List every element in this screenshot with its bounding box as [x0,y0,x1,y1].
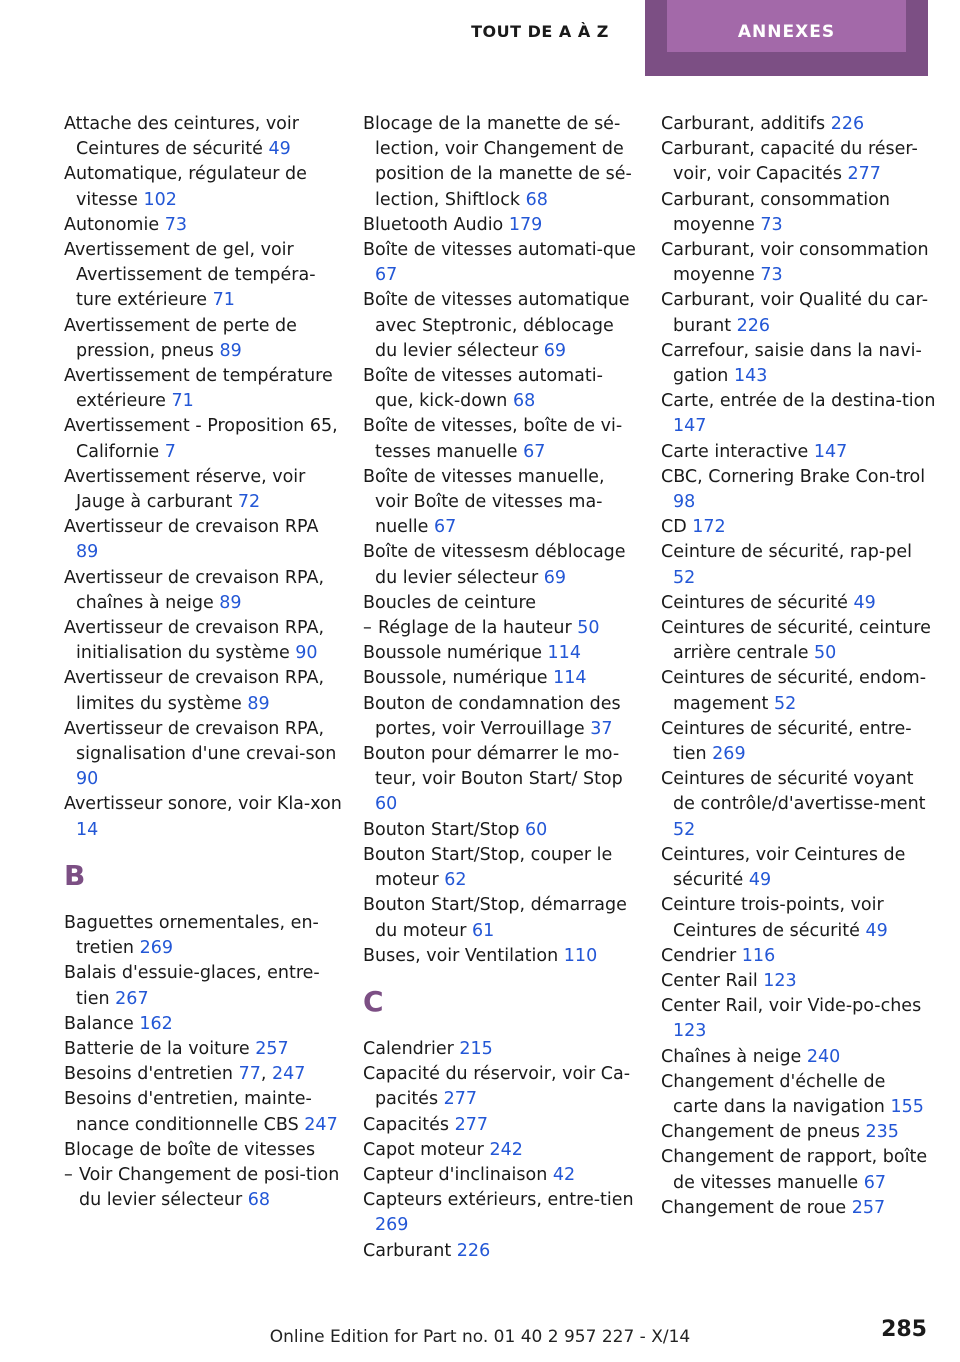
page-link[interactable]: 102 [143,189,177,210]
page-link[interactable]: 42 [552,1164,576,1185]
page-link[interactable]: 226 [456,1240,491,1261]
index-entry: Avertisseur sonore, voir Kla-xon 14 [64,794,342,840]
index-entry: Buses, voir Ventilation 110 [363,945,598,966]
index-entry: Center Rail 123 [661,970,797,991]
page-link[interactable]: 14 [76,819,99,840]
page-link[interactable]: 52 [673,567,696,588]
index-entry: Baguettes ornementales, en-tretien 269 [64,912,319,959]
index-entry: Capacité du réservoir, voir Ca-pacités 277 [363,1064,631,1110]
header-tab-label: ANNEXES [667,0,906,52]
page-link[interactable]: 60 [525,819,548,840]
page-link[interactable]: 77 [238,1064,261,1085]
index-entry: Attache des ceintures, voir Ceintures de sécurité 49 [64,114,299,160]
index-entry: Ceinture de sécurité, rap-pel 52 [661,542,912,588]
index-entry: Carte interactive 147 [661,441,848,462]
index-entry: Autonomie 73 [64,214,187,235]
index-entry: Bouton Start/Stop, couper le moteur 62 [363,844,613,891]
index-entry: Carburant, consommation moyenne 73 [661,189,890,235]
index-entry: Automatique, régulateur de vitesse 102 [64,164,307,210]
index-entry: Carburant, voir consommation moyenne 73 [661,240,929,286]
index-entry: Avertisseur de crevaison RPA, signalisation d'une crevai-son 90 [64,718,337,790]
page-link[interactable]: 269 [375,1215,409,1236]
page-link[interactable]: 98 [673,492,696,513]
section-letter-c: C [363,984,384,1018]
index-entry: Boîte de vitesses automatique avec Steptronic, déblocage du levier sélecteur 69 [363,290,630,361]
index-entry: Batterie de la voiture 257 [64,1038,289,1059]
page-link[interactable]: 49 [268,139,291,160]
index-entry: Ceintures de sécurité voyant de contrôle/d'avertisse-ment 52 [661,769,926,840]
index-entry: Bouton Start/Stop 60 [363,819,548,840]
page-link[interactable]: 69 [543,567,567,588]
index-entry: Bouton pour démarrer le mo-teur, voir Bouton Start/ Stop 60 [363,744,623,815]
page-link[interactable]: 114 [547,643,581,664]
page-link[interactable]: 226 [830,114,865,134]
page-link[interactable]: 7 [164,441,176,462]
page-link[interactable]: 269 [139,938,174,959]
page-link[interactable]: 147 [813,441,848,462]
page-link[interactable]: 90 [295,643,318,664]
page-link[interactable]: 69 [543,340,567,361]
page-link[interactable]: 162 [139,1013,173,1034]
page-link[interactable]: 89 [219,592,242,613]
index-entry: Capteurs extérieurs, entre-tien 269 [363,1190,634,1236]
page-link[interactable]: 242 [489,1139,523,1160]
index-entry: Center Rail, voir Vide-po-ches 123 [661,996,922,1042]
index-entry: Capot moteur 242 [363,1139,523,1160]
index-column-3 [661,112,936,1221]
index-entry: Avertisseur de crevaison RPA 89 [64,517,319,563]
index-entry: Calendrier 215 [363,1038,493,1059]
page-link[interactable]: 235 [865,1122,899,1143]
page-link[interactable]: 49 [853,592,876,613]
index-entry: Bouton Start/Stop, démarrage du moteur 61 [363,895,627,941]
index-entry: Besoins d'entretien 77, 247 [64,1064,306,1085]
page-link[interactable]: 277 [443,1089,478,1110]
page-link[interactable]: 71 [171,391,194,412]
index-entry: Cendrier 116 [661,945,776,966]
page-link[interactable]: 147 [673,416,707,437]
page-link[interactable]: 68 [525,189,548,210]
index-entry: Carte, entrée de la destina-tion 147 [661,391,936,437]
index-entry: Avertissement réserve, voir Jauge à carburant 72 [64,466,306,513]
index-column-1 [64,112,342,1213]
page-link[interactable]: 72 [237,492,261,513]
page-link[interactable]: 73 [760,214,783,235]
index-entry: Avertisseur de crevaison RPA, limites du système 89 [64,668,325,714]
index-entry: Chaînes à neige 240 [661,1046,841,1067]
index-entry: Boussole numérique 114 [363,643,581,664]
index-entry: Boîte de vitesses automati-que 67 [363,240,636,286]
page-link[interactable]: 49 [865,920,888,941]
page-link[interactable]: 114 [553,668,587,689]
index-entry: Boussole, numérique 114 [363,668,587,689]
section-letter-b: B [64,858,86,892]
index-subentry: – Réglage de la hauteur 50 [363,618,600,639]
page-link[interactable]: 267 [115,988,149,1009]
index-entry: Carburant, capacité du réser-voir, voir Capacités 277 [661,139,918,185]
page-link[interactable]: 89 [76,542,99,563]
page-link[interactable]: 90 [76,769,99,790]
page-link[interactable]: 71 [212,290,235,311]
page-link[interactable]: 123 [673,1021,707,1042]
index-entry: Ceintures de sécurité, entre-tien 269 [661,718,912,765]
page-link[interactable]: 116 [741,945,776,966]
page-link[interactable]: 257 [255,1038,289,1059]
index-entry: Boîte de vitesses automati-que, kick-down 68 [363,366,603,412]
index-entry: Carburant 226 [363,1240,491,1261]
index-entry: Changement de roue 257 [661,1197,886,1218]
page-link[interactable]: 49 [748,870,772,891]
page-link[interactable]: 52 [774,693,797,714]
footer-edition-note: Online Edition for Part no. 01 40 2 957 227 - X/14 [269,1327,691,1347]
index-entry: Changement de pneus 235 [661,1122,899,1143]
header-section-title: TOUT DE A À Z [471,22,609,41]
header-tab [645,0,928,76]
page-link[interactable]: 52 [673,819,696,840]
page-link[interactable]: 67 [523,441,546,462]
page-link[interactable]: 226 [736,315,771,336]
page-link[interactable]: 172 [692,517,726,538]
index-entry: Besoins d'entretien, mainte-nance conditionnelle CBS 247 [64,1089,338,1135]
page-link[interactable]: 155 [890,1096,924,1117]
page-link[interactable]: 67 [375,265,398,286]
index-entry: Boîte de vitessesm déblocage du levier sélecteur 69 [363,542,626,588]
page-link[interactable]: 67 [863,1172,887,1193]
index-entry: Ceinture trois-points, voir Ceintures de sécurité 49 [661,895,888,941]
index-entry: Balais d'essuie-glaces, entre-tien 267 [64,963,320,1009]
index-entry: Avertissement de perte de pression, pneus 89 [64,315,297,361]
index-entry: Blocage de boîte de vitesses [64,1139,316,1160]
index-entry: Boîte de vitesses, boîte de vi-tesses manuelle 67 [363,416,623,462]
index-entry: Avertissement de gel, voir Avertissement de tempéra-ture extérieure 71 [64,240,316,311]
index-entry: Boucles de ceinture [363,592,537,613]
page-link[interactable]: 73 [164,214,187,235]
page-link[interactable]: 62 [444,870,467,891]
page-link[interactable]: 68 [247,1190,271,1211]
page-link[interactable]: 269 [712,744,746,765]
page-link[interactable]: 61 [472,920,495,941]
page-link[interactable]: 68 [512,391,536,412]
index-entry: Bouton de condamnation des portes, voir Verrouillage 37 [363,693,621,739]
page-link[interactable]: 67 [434,517,457,538]
page-link[interactable]: 257 [851,1197,886,1218]
index-entry: Capteur d'inclinaison 42 [363,1164,576,1185]
page-link[interactable]: 123 [763,970,797,991]
index-subentry: – Voir Changement de posi-tion du levier sélecteur 68 [64,1164,340,1211]
index-entry: Avertissement de température extérieure 71 [64,366,333,412]
page-link[interactable]: 89 [219,340,242,361]
page-link[interactable]: 60 [375,794,398,815]
page-link[interactable]: 143 [733,366,768,387]
page-link[interactable]: 247 [272,1064,306,1085]
page-link[interactable]: 240 [806,1046,841,1067]
page-link[interactable]: 89 [247,693,270,714]
index-entry: Balance 162 [64,1013,173,1034]
page-link[interactable]: 37 [590,718,613,739]
page-link[interactable]: 277 [454,1114,488,1135]
index-entry: Blocage de la manette de sé-lection, voir Changement de position de la manette de sé-lection, Shiftlock 68 [363,114,632,210]
index-entry: Ceintures, voir Ceintures de sécurité 49 [661,844,906,891]
index-entry: Carrefour, saisie dans la navi-gation 143 [661,340,922,387]
index-column-2 [363,112,641,1264]
index-entry: Boîte de vitesses manuelle, voir Boîte de vitesses ma-nuelle 67 [363,466,605,538]
page-link[interactable]: 179 [508,214,543,235]
page-number: 285 [881,1317,927,1342]
index-entry: Carburant, additifs 226 [661,114,865,134]
index-entry: CD 172 [661,517,726,538]
index-entry: Avertisseur de crevaison RPA, initialisation du système 90 [64,618,325,664]
index-entry: Capacités 277 [363,1114,488,1135]
page-link[interactable]: 215 [459,1038,493,1059]
index-entry: Bluetooth Audio 179 [363,214,543,235]
index-entry: Changement d'échelle de carte dans la navigation 155 [661,1071,924,1117]
index-entry: Avertisseur de crevaison RPA, chaînes à neige 89 [64,567,325,613]
page-link[interactable]: 247 [304,1114,338,1135]
page-link[interactable]: 110 [563,945,598,966]
index-entry: Avertissement - Proposition 65, Californie 7 [64,416,338,462]
index-entry: Carburant, voir Qualité du car-burant 226 [661,290,929,336]
index-entry: CBC, Cornering Brake Con-trol 98 [661,466,926,513]
index-entry: Ceintures de sécurité, endom-magement 52 [661,668,927,714]
index-entry: Ceintures de sécurité, ceinture arrière centrale 50 [661,618,931,664]
page-link[interactable]: 73 [760,265,783,286]
page-link[interactable]: 50 [814,643,837,664]
index-entry: Ceintures de sécurité 49 [661,592,876,613]
page-link[interactable]: 50 [577,618,600,639]
index-entry: Changement de rapport, boîte de vitesses manuelle 67 [661,1147,928,1193]
page-link[interactable]: 277 [847,164,881,185]
